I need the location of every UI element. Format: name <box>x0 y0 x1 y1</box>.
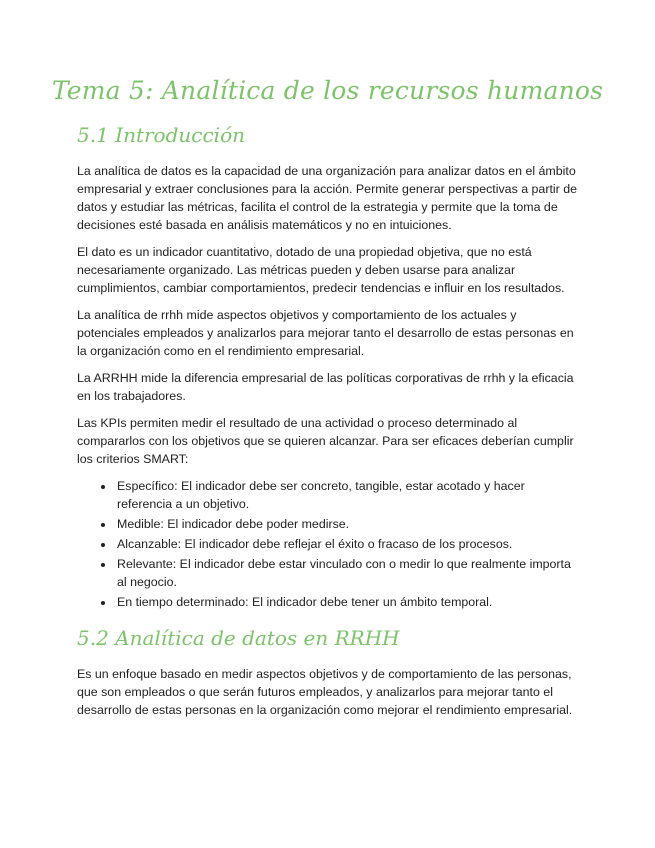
paragraph: La ARRHH mide la diferencia empresarial de las políticas corporativas de rrhh y la eficacia en los trabajadores. <box>77 371 574 403</box>
paragraph: La analítica de rrhh mide aspectos objetivos y comportamiento de los actuales y potenciales empleados y analizarlos para mejorar tanto el desarrollo de estas personas en la organización como en el rendimiento empresarial. <box>77 308 574 358</box>
list-item: • Medible: El indicador debe poder medirse. <box>115 515 579 533</box>
list-item: • Alcanzable: El indicador debe reflejar el éxito o fracaso de los procesos. <box>115 535 579 553</box>
paragraph: Es un enfoque basado en medir aspectos objetivos y de comportamiento de las personas, que son empleados o que serán futuros empleados, y analizarlos para mejorar tanto el desarrollo de estas personas en la organización como mejorar el rendimiento empresarial. <box>77 667 573 717</box>
document-body <box>77 122 579 728</box>
paragraph: Las KPIs permiten medir el resultado de una actividad o proceso determinado al compararlos con los objetivos que se quieren alcanzar. Para ser eficaces deberían cumplir los criterios SMART: <box>77 416 574 466</box>
paragraph: El dato es un indicador cuantitativo, dotado de una propiedad objetiva, que no está necesariamente organizado. Las métricas pueden y deben usarse para analizar cumplimientos, cambiar comportamientos, predecir tendencias e influir en los resultados. <box>77 245 565 295</box>
section-heading-analitica-rrhh: 5.2 Analítica de datos en RRHH <box>77 626 400 650</box>
list-item: • Relevante: El indicador debe estar vinculado con o medir lo que realmente importa al negocio. <box>115 555 579 591</box>
paragraph: La analítica de datos es la capacidad de una organización para analizar datos en el ámbito empresarial y extraer conclusiones para la acción. Permite generar perspectivas a partir de datos y estudiar las métricas, facilita el control de la estrategia y permite que la toma de decisiones esté basada en análisis matemáticos y no en intuiciones. <box>77 164 577 232</box>
section-heading-introduccion: 5.1 Introducción <box>77 123 245 147</box>
list-item: • En tiempo determinado: El indicador debe tener un ámbito temporal. <box>115 593 579 611</box>
list-item: • Específico: El indicador debe ser concreto, tangible, estar acotado y hacer referencia a un objetivo. <box>115 477 579 513</box>
document-title: Tema 5: Analítica de los recursos humanos <box>51 76 604 105</box>
smart-criteria-list <box>77 477 579 611</box>
